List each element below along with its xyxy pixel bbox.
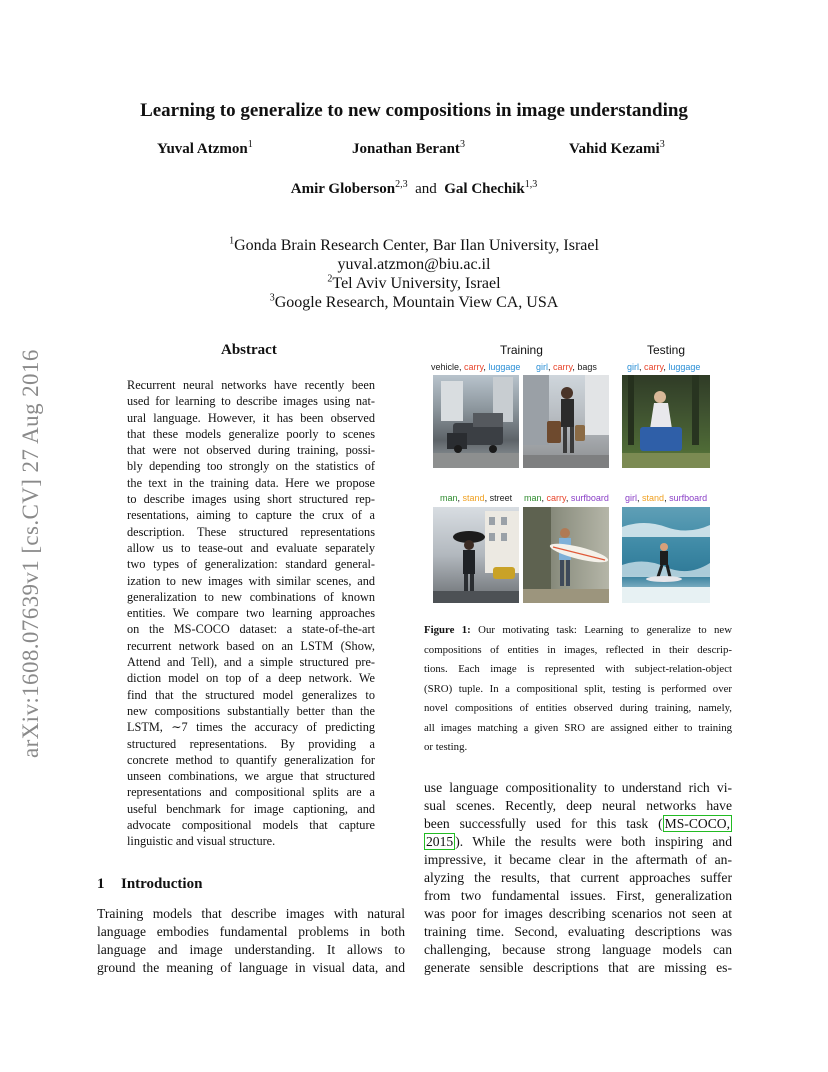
man-surfboard-image (523, 507, 609, 603)
abstract-line: recurrent network based on an LSTM (Show, (127, 638, 375, 653)
abstract-line: useful benchmark for image captioning, and (127, 801, 375, 816)
author-2: Jonathan Berant$^3$ (352, 139, 465, 157)
abstract-line: ural language. However, it has been observed (127, 410, 375, 425)
sro-label: girl, carry, luggage (627, 362, 701, 372)
text-line: sual scenes. Recently, deep neural networks have (424, 798, 732, 813)
photo-girl-carry-bags (523, 375, 609, 468)
text-line: language and image understanding. It allows to (97, 942, 405, 957)
abstract-line: diction model on top of a deep network. We (127, 671, 375, 686)
text-line: alyzing the results, that current approaches suffer (424, 870, 732, 885)
citation-link-year[interactable]: 2015 (426, 834, 454, 849)
abstract-line: ization to new images with similar scenes, and (127, 573, 375, 588)
text-line: was poor for images describing scenarios not seen at (424, 906, 732, 921)
abstract-body (127, 377, 375, 850)
abstract-line: to describe images using short structured rep- (127, 492, 375, 507)
abstract-line: new compositions substantially better than the (127, 703, 375, 718)
photo-man-carry-surfboard (523, 507, 609, 603)
abstract-line: description. These structured representations (127, 524, 375, 539)
author-1: Yuval Atzmon$^1$ (157, 139, 253, 157)
abstract-line: linguistic and visual structure. (127, 834, 276, 849)
affiliation-1: Gonda Brain Research Center, Bar Ilan University, Israel (234, 237, 599, 254)
abstract-line: on the MS-COCO dataset: a state-of-the-art (127, 622, 375, 637)
sro-label: vehicle, carry, luggage (431, 362, 521, 372)
abstract-line: used for learning to describe images using nat- (127, 394, 375, 409)
photo-girl-stand-surfboard (622, 507, 710, 603)
photo-man-stand-street (433, 507, 519, 603)
abstract-line: that were not observed during training, possi- (127, 443, 375, 458)
paper-title: Learning to generalize to new compositions in image understanding (140, 100, 688, 121)
figure-caption: Figure 1: Our motivating task: Learning to generalize to new compositions of entities in images, reflected in their descrip- tions. Each image is represented with subject-relation-object (SRO) tuple. In a compositional split, testing is performed over novel compositions of entities observed during training, namely, all images matching a given SRO are assigned either to training or testing. (424, 624, 732, 753)
affiliations: $^1$Gonda Brain Research Center, Bar Ilan University, Israel yuval.atzmon@biu.ac.il $^2$Tel Aviv University, Israel $^3$Google Research, Mountain View CA, USA (0, 236, 828, 312)
text-line: ground the meaning of language in visual data, and (97, 960, 405, 975)
vehicle-image (433, 375, 519, 468)
author-4: Amir Globerson (290, 181, 396, 197)
text-line: language embodies fundamental problems in both (97, 924, 405, 939)
author-3: Vahid Kezami$^3$ (569, 139, 665, 157)
author-conjunction: and (415, 181, 437, 197)
man-street-image (433, 507, 519, 603)
photo-girl-carry-luggage (622, 375, 710, 468)
text-line: challenging, because strong language models can (424, 942, 732, 957)
girl-luggage-image (622, 375, 710, 468)
girl-surfboard-image (622, 507, 710, 603)
abstract-heading: Abstract (221, 342, 277, 358)
affiliation-2: Tel Aviv University, Israel (332, 275, 501, 292)
intro-right-column (424, 779, 732, 977)
figure-testing-label: Testing (647, 343, 686, 357)
sro-label: man, stand, street (440, 493, 513, 503)
text-line: impressive, it became clear in the aftermath of an- (424, 852, 732, 867)
text-line: Training models that describe images with natural (97, 906, 405, 921)
abstract-line: advocate compositional models that capture (127, 818, 375, 833)
arxiv-identifier: arXiv:1608.07639v1 [cs.CV] 27 Aug 2016 (18, 349, 43, 758)
author-email: yuval.atzmon@biu.ac.il (337, 256, 491, 273)
abstract-line: allow us to tease-out and evaluate separately (127, 540, 375, 555)
abstract-line: Recurrent neural networks have recently been (127, 378, 375, 392)
abstract-line: that these models generalize poorly to scenes (127, 426, 375, 441)
abstract-line: two types of generalization: standard general- (127, 557, 375, 572)
abstract-line: LSTM, ∼7 times the accuracy of predicting (127, 720, 375, 735)
text-line: been successfully used for this task ( MS-COCO, (424, 816, 730, 831)
abstract-line: entities. We compare two learning approaches (127, 606, 375, 621)
abstract-line: structured representations. By providing a (127, 736, 375, 751)
abstract-line: resentations, aiming to capture the crux of a (127, 508, 375, 523)
sro-label: girl, stand, surfboard (625, 493, 708, 503)
affiliation-3: Google Research, Mountain View CA, USA (274, 294, 559, 311)
text-line: training time. Second, evaluating descriptions was (424, 924, 732, 939)
abstract-line: bly depending too strongly on the statistics of (127, 459, 375, 474)
abstract-line: generalization to new combinations of known (127, 589, 375, 604)
abstract-line: concrete method to quantify generalization for (127, 752, 375, 767)
text-line: generate sensible descriptions that are missing es- (424, 960, 732, 975)
author-5: Gal Chechik (444, 181, 525, 197)
text-line: 2015 ). While the results were both inspiring and (426, 834, 732, 849)
abstract-line: find that the structured model generalizes to (127, 687, 375, 702)
text-line: from two fundamental issues. First, generalization (424, 888, 732, 903)
author-line-2: Amir Globerson$^{2,3}$ and Gal Chechik$^{1,3}$ (290, 179, 538, 197)
abstract-line: unseen combinations, we argue that structured (127, 769, 375, 784)
abstract-line: Attend and Tell), and a simple structured pre- (127, 655, 375, 670)
photo-vehicle-carry-luggage (433, 375, 519, 468)
girl-bags-image (523, 375, 609, 468)
figure-training-label: Training (500, 343, 543, 357)
figure-label: Figure 1: (424, 624, 471, 636)
section-heading: 1 Introduction (97, 876, 203, 892)
citation-link[interactable]: MS-COCO, (664, 816, 730, 831)
sro-label: girl, carry, bags (536, 362, 597, 372)
intro-left-column (97, 905, 405, 977)
abstract-line: the text in the training data. Here we propose (127, 475, 375, 490)
abstract-line: representations and compositional splits are a (127, 785, 375, 800)
sro-label: man, carry, surfboard (524, 493, 609, 503)
text-line: use language compositionality to understand rich vi- (424, 780, 732, 795)
